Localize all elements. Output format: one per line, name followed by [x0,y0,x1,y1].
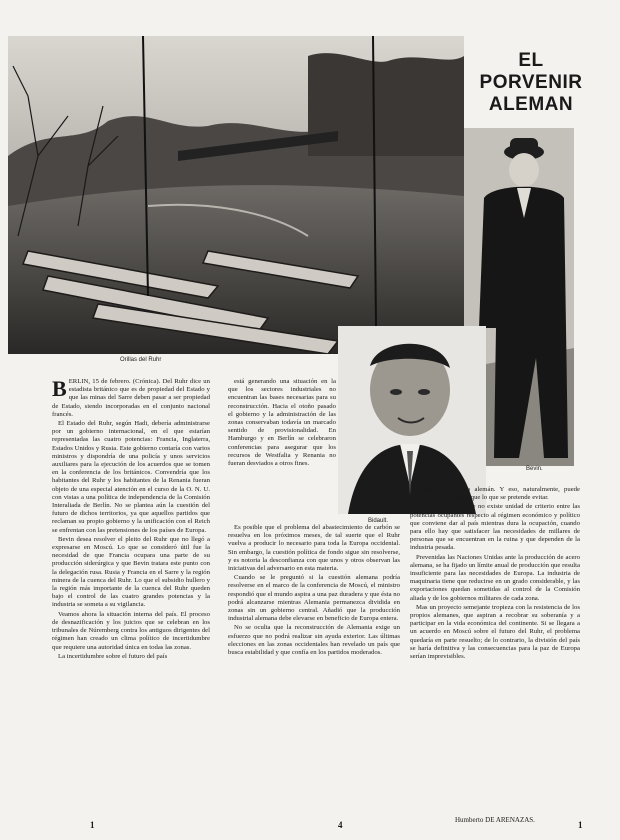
article-column-2 [228,378,336,518]
article-column-1 [52,378,210,826]
footer-mark: 4 [338,820,343,830]
title-line-1: EL [518,50,544,71]
footer-mark: 1 [90,820,95,830]
article-paragraph: Cuando se le preguntó si la cuestión alemana podría resolverse en el marco de la conferencia de Moscú, el ministro respondió que el mundo aspira a una paz duradera y que ésta no podrá alcanzarse mientras Alemania permanezca dividida en zonas sin un gobierno central. Añadió que la producción industrial alemana debe elevarse en beneficio de Europa entera. [228,574,400,623]
bidault-caption: Bidault. [368,518,389,524]
article-signature: Humberto DE ARENAZAS. [455,816,535,824]
article-paragraph: Es posible que el problema del abastecimiento de carbón se resuelva en los próximos meses, de tal suerte que el Ruhr vuelva a producir lo necesario para toda la Europa occidental. Sin embargo, la cuestión política de fondo sigue sin resolverse, y es notoria la desconfianza con que unos y otros observan las iniciativas del adversario en esta materia. [228,524,400,573]
article-paragraph: La incertidumbre sobre el futuro del país [58,652,168,660]
article-paragraph: Mas un proyecto semejante tropieza con la resistencia de los propios alemanes, que aspiran a recobrar su soberanía y a participar en la vida económica del continente. Si se llegara a un acuerdo en Moscú sobre el futuro del Ruhr, el problema quedaría en parte resuelto; de lo contrario, la división del país se haría definitiva y las consecuencias para la paz de Europa serían imprevisibles. [410,603,580,661]
title-line-3: ALEMAN [488,94,574,115]
article-column-3 [410,486,580,812]
article-paragraph: El Estado del Ruhr, según Hadi, debería administrarse por un gobierno internacional, en el que estarían representadas las cuatro potencias: Francia, Inglaterra, Estados Unidos y Rusia. Este gobierno contaría con varios ministros y dispondría de una policía y unos servicios auxiliares para la ejecución de los acuerdos que se tomen en la conferencia de los británicos. Convendría que los habitantes del Ruhr y los habitantes de la Renania fueran objeto de una especial atención en el curso de la O. N. U. con vistas a una política de independencia de la Comisión Interaliada de Berlín. No se plantea aún la cuestión del futuro de dichos territorios, ya que aquellos partidos que reclaman su propio gobierno y la unificación con el Reich se enfrentan con las pretensiones de los países de Europa. [52,420,210,534]
article-paragraph: Veamos ahora la situación interna del país. El proceso de desnazificación y los juicios que se celebran en los tribunales de Núremberg contra los antiguos dirigentes del régimen han creado un clima político de incertidumbre que requiere una autoridad única en todas las zonas. [52,610,210,651]
footer-mark: 1 [578,820,583,830]
article-paragraph: Bevin desea resolver el pleito del Ruhr que no llegó a expresarse en Moscú. Lo que se consideró útil fue la necesidad de que Francia ocupara una parte de su producción siderúrgica y que Bevin tratara este punto con la delegación rusa. Rusia y Francia en el Sarre y la región minera de la cuenca del Ruhr. Lo que el subsidio hullero y la región más importante de la cuenca del Ruhr queden bajo el control de las cuatro grandes potencias y la industria se someta a su vigilancia. [52,535,210,609]
river-photo-image [8,36,464,354]
article-paragraph: No se oculta que la reconstrucción de Alemania exige un esfuerzo que no podrá realizar sin ayuda exterior. Las últimas elecciones en las zonas occidentales han revelado un país que busca estabilidad y que confía en los partidos moderados. [228,624,400,657]
article-paragraph: Lo que ocurre es que no existe unidad de criterio entre las potencias ocupantes respecto al régimen económico y político que conviene dar al país mientras dura la ocupación, cuando para ello hay que satisfacer las necesidades de millares de personas que se encuentran en la ruina y que dependen de la industria pesada. [410,503,580,552]
bevin-caption: Bevin. [526,466,543,472]
article-paragraph: Prevenidas las Naciones Unidas ante la producción de acero alemana, se ha fijado un límite anual de producción que resulta insuficiente para las necesidades de Europa. La industria de maquinaria tiene que reducirse en un grado considerable, y las exportaciones quedan sometidas al control de la Comisión aliada y de los gobiernos militares de cada zona. [410,553,580,602]
article-paragraph: está generando una situación en la que los sectores industriales no encuentran las bases necesarias para su reconstrucción. Hacia el otoño pasado el gobierno y la administración de las zonas conservaban todavía un marcado sentido de provisionalidad. En Hamburgo y en Berlín se celebraron conferencias para asegurar que los recursos de Westfalia y Renania no fueran desviados a otros fines. [228,378,336,468]
river-caption: Orillas del Ruhr [120,357,162,363]
article-column-2-lower [228,524,400,826]
article-lead: ERLIN, 15 de febrero. (Crónica). Del Ruhr dice un estadista británico que es de propiedad del Estado y que las minas del Sarre deben pasar a ser propiedad de Estado, siendo incorporadas en el conjunto nacional francés. [52,378,210,418]
river-photo [8,36,464,354]
drop-cap: B [52,378,67,401]
title-line-2: PORVENIR [479,72,583,93]
article-paragraph: asegurar el pueblo alemán. Y eso, naturalmente, puede resultar más peligroso que lo que se pretende evitar. [410,486,580,502]
article-title [478,50,584,116]
